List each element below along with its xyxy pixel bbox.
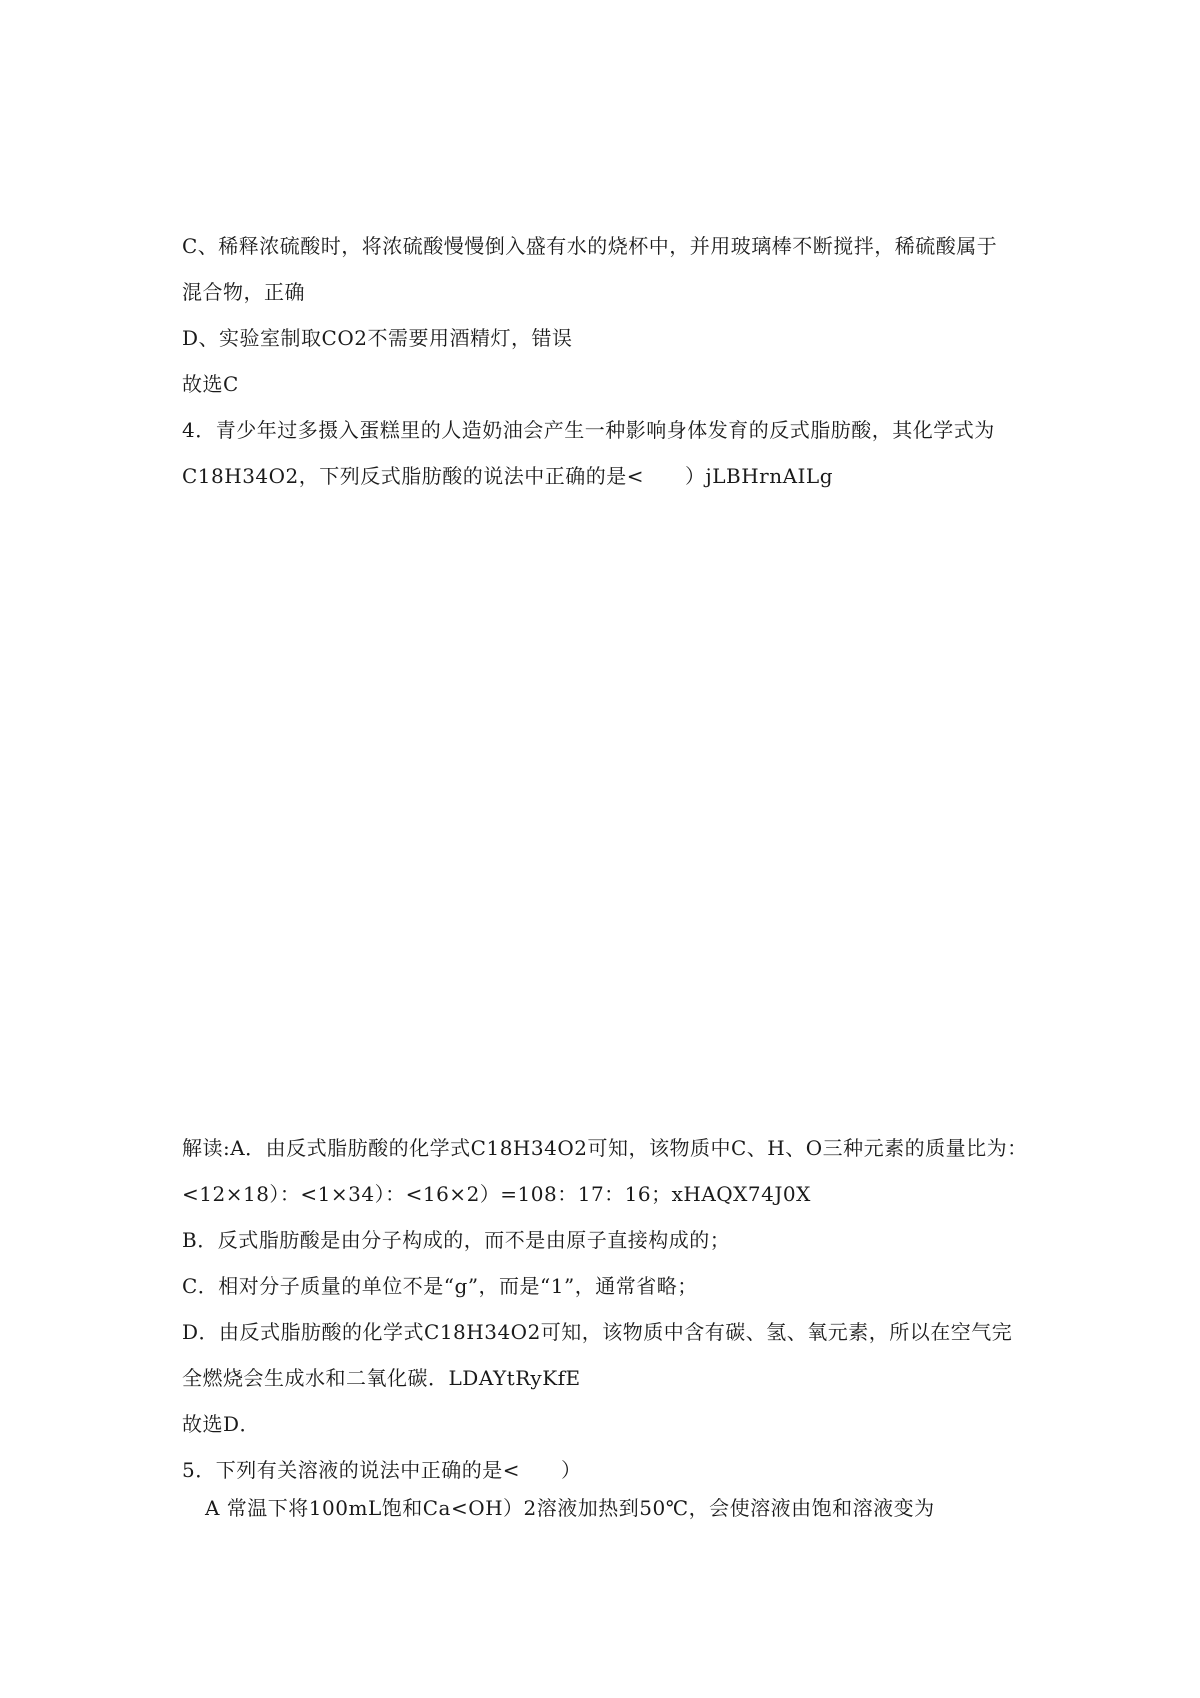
text-line-explanation-d-cont: 全燃烧会生成水和二氧化碳．LDAYtRyKfE	[182, 1366, 581, 1390]
text-line-explanation-a-cont: <12×18）：<1×34）：<16×2）=108：17：16；xHAQX74J0X	[182, 1182, 811, 1206]
text-line-question-4: 4．青少年过多摄入蛋糕里的人造奶油会产生一种影响身体发育的反式脂肪酸，其化学式为	[182, 418, 995, 442]
text-line-option-c: C、稀释浓硫酸时，将浓硫酸慢慢倒入盛有水的烧杯中，并用玻璃棒不断搅拌，稀硫酸属于	[182, 234, 998, 258]
text-line-explanation-c: C．相对分子质量的单位不是“g”，而是“1”，通常省略；	[182, 1274, 698, 1298]
text-line-option-d: D、实验室制取CO2不需要用酒精灯，错误	[182, 326, 573, 350]
text-line-question-5-option-a: A 常温下将100mL饱和Ca<OH）2溶液加热到50℃，会使溶液由饱和溶液变为	[205, 1496, 935, 1520]
text-line-answer: 故选C	[182, 372, 239, 396]
text-line-explanation-d: D．由反式脂肪酸的化学式C18H34O2可知，该物质中含有碳、氢、氧元素，所以在空气完	[182, 1320, 1013, 1344]
text-line-explanation-a: 解读:A．由反式脂肪酸的化学式C18H34O2可知，该物质中C、H、O三种元素的质量比为：	[182, 1136, 1028, 1160]
text-line-question-4-cont: C18H34O2，下列反式脂肪酸的说法中正确的是< ）jLBHrnAILg	[182, 464, 834, 488]
text-line-option-c-cont: 混合物，正确	[182, 280, 305, 304]
text-line-explanation-b: B．反式脂肪酸是由分子构成的，而不是由原子直接构成的；	[182, 1228, 731, 1252]
text-line-question-5: 5．下列有关溶液的说法中正确的是< ）	[182, 1458, 582, 1482]
text-line-answer-d: 故选D．	[182, 1412, 261, 1436]
